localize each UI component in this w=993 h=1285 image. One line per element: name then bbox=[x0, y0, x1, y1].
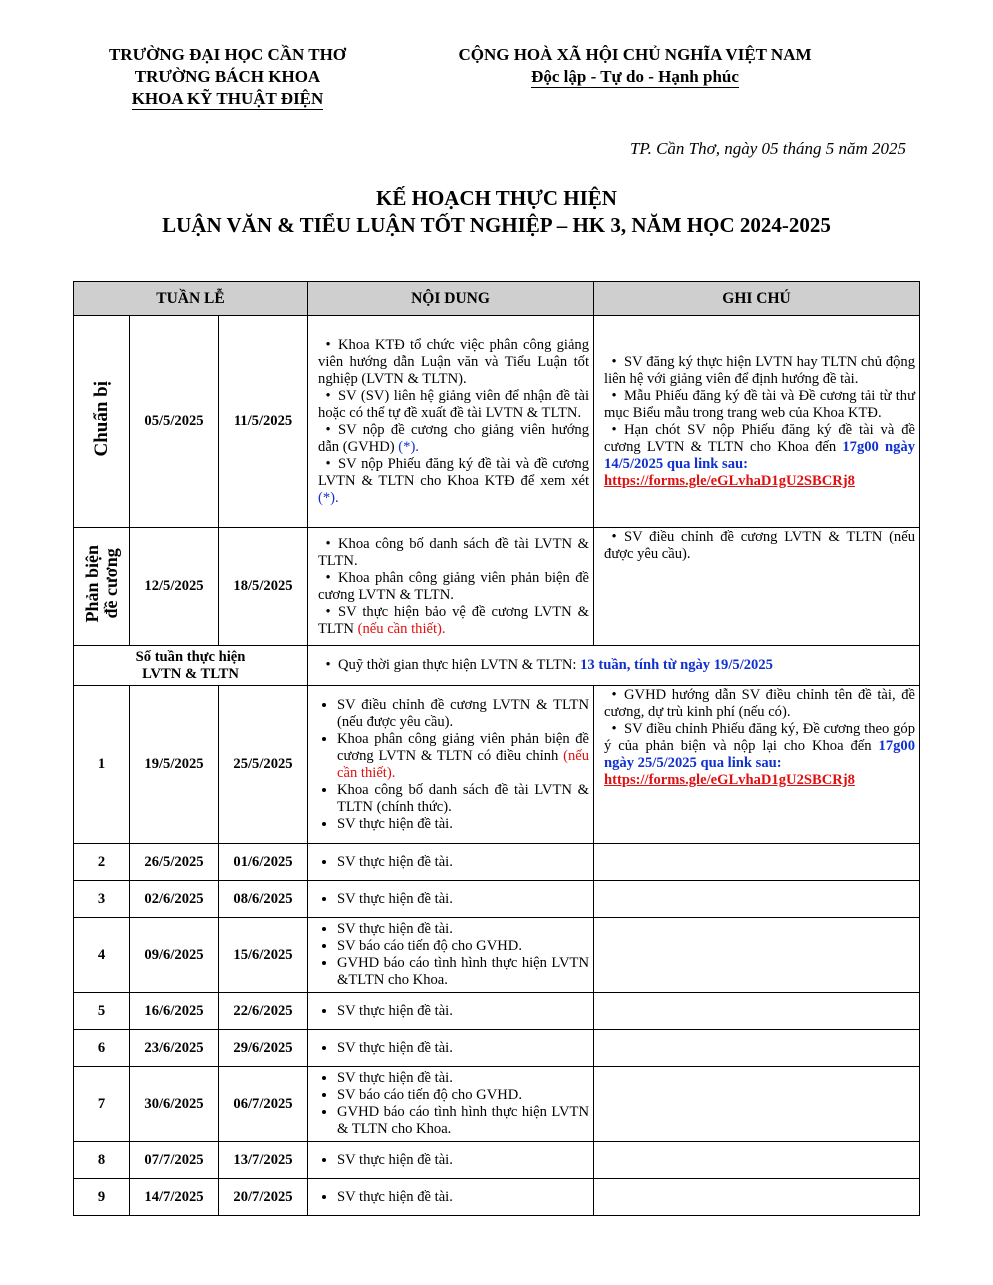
form-link[interactable]: https://forms.gle/eGLvhaD1gU2SBCRj8 bbox=[604, 772, 855, 788]
week-number: 6 bbox=[74, 1030, 130, 1067]
table-row-prep bbox=[74, 316, 920, 528]
date-from: 07/7/2025 bbox=[130, 1142, 219, 1179]
content-item: SV nộp đề cương cho giảng viên hướng dẫn (GVHD) bbox=[318, 421, 590, 455]
content-item: • GVHD báo cáo tình hình thực hiện LVTN &TLTN cho Khoa. bbox=[337, 955, 589, 989]
table-row-review bbox=[74, 528, 920, 646]
table-row-summary bbox=[74, 646, 920, 686]
conditional-note: (nếu cần thiết). bbox=[337, 747, 590, 781]
date-from: 12/5/2025 bbox=[130, 528, 219, 646]
content-item: • Khoa phân công giảng viên phản biện đề cương LVTN & TLTN có điều chỉnh (nếu cần thiết). bbox=[337, 731, 589, 782]
content-item: • SV thực hiện đề tài. bbox=[337, 1040, 589, 1057]
asterisk-mark: (*). bbox=[398, 438, 419, 455]
note-cell bbox=[594, 1030, 920, 1067]
week-number: 5 bbox=[74, 993, 130, 1030]
date-from: 16/6/2025 bbox=[130, 993, 219, 1030]
header-content: NỘI DUNG bbox=[308, 282, 594, 316]
content-item: Khoa KTĐ tổ chức việc phân công giảng viên hướng dẫn Luận văn và Tiểu Luận tốt nghiệp (LVTN & TLTN). bbox=[318, 336, 590, 387]
content-cell bbox=[308, 1030, 594, 1067]
date-from: 23/6/2025 bbox=[130, 1030, 219, 1067]
table-row bbox=[74, 881, 920, 918]
content-item: • SV điều chỉnh đề cương LVTN & TLTN (nếu được yêu cầu). bbox=[337, 697, 589, 731]
date-from: 14/7/2025 bbox=[130, 1179, 219, 1216]
school-name: TRƯỜNG BÁCH KHOA bbox=[134, 67, 321, 86]
national-motto: Độc lập - Tự do - Hạnh phúc bbox=[531, 67, 739, 86]
conditional-note: (nếu cần thiết). bbox=[357, 620, 446, 637]
content-item: SV nộp Phiếu đăng ký đề tài và đề cương LVTN & TLTN cho Khoa KTĐ để xem xét bbox=[318, 455, 590, 489]
week-number: 7 bbox=[74, 1067, 130, 1142]
date-to: 06/7/2025 bbox=[219, 1067, 308, 1142]
university-name: TRƯỜNG ĐẠI HỌC CẦN THƠ bbox=[108, 45, 347, 64]
country-name: CỘNG HOÀ XÃ HỘI CHỦ NGHĨA VIỆT NAM bbox=[458, 45, 812, 64]
note-cell bbox=[594, 316, 920, 528]
content-cell bbox=[308, 993, 594, 1030]
date-to: 18/5/2025 bbox=[219, 528, 308, 646]
note-cell bbox=[594, 1142, 920, 1179]
content-cell bbox=[308, 1179, 594, 1216]
phase-label: Chuẩn bị bbox=[91, 381, 112, 457]
date-from: 26/5/2025 bbox=[130, 844, 219, 881]
title-line-2: LUẬN VĂN & TIỂU LUẬN TỐT NGHIỆP – HK 3, NĂM HỌC 2024-2025 bbox=[162, 213, 831, 237]
note-cell bbox=[594, 1179, 920, 1216]
table-row bbox=[74, 1142, 920, 1179]
note-item: SV điều chỉnh Phiếu đăng ký, Đề cương theo góp ý của phản biện và nộp lại cho Khoa đến bbox=[604, 721, 916, 754]
date-to: 01/6/2025 bbox=[219, 844, 308, 881]
asterisk-mark: (*). bbox=[318, 489, 339, 506]
date-to: 15/6/2025 bbox=[219, 918, 308, 993]
phase-label-line-1: Phản biện bbox=[81, 545, 102, 623]
note-cell bbox=[594, 528, 920, 646]
table-row bbox=[74, 844, 920, 881]
date-to: 25/5/2025 bbox=[219, 686, 308, 844]
content-cell bbox=[308, 918, 594, 993]
content-cell bbox=[308, 1067, 594, 1142]
date-to: 08/6/2025 bbox=[219, 881, 308, 918]
date-from: 05/5/2025 bbox=[130, 316, 219, 528]
national-header bbox=[405, 44, 865, 88]
content-item: • SV báo cáo tiến độ cho GVHD. bbox=[337, 938, 589, 955]
content-item: • GVHD báo cáo tình hình thực hiện LVTN & TLTN cho Khoa. bbox=[337, 1104, 589, 1138]
table-header-row bbox=[74, 282, 920, 316]
table-row bbox=[74, 918, 920, 993]
content-cell bbox=[308, 528, 594, 646]
note-cell bbox=[594, 844, 920, 881]
header-note: GHI CHÚ bbox=[594, 282, 920, 316]
note-item: Mẫu Phiếu đăng ký đề tài và Đề cương tải từ thư mục Biểu mẫu trong trang web của Khoa KTĐ. bbox=[604, 387, 916, 421]
title-line-1: KẾ HOẠCH THỰC HIỆN bbox=[376, 186, 617, 210]
date-from: 19/5/2025 bbox=[130, 686, 219, 844]
phase-cell bbox=[74, 316, 130, 528]
content-item: • SV thực hiện đề tài. bbox=[337, 1070, 589, 1087]
summary-label-line-2: LVTN & TLTN bbox=[142, 665, 239, 682]
content-item: • SV thực hiện đề tài. bbox=[337, 1189, 589, 1206]
content-cell bbox=[308, 1142, 594, 1179]
note-cell bbox=[594, 918, 920, 993]
phase-cell bbox=[74, 528, 130, 646]
content-cell bbox=[308, 686, 594, 844]
faculty-name: KHOA KỸ THUẬT ĐIỆN bbox=[131, 89, 324, 108]
content-item: Khoa công bố danh sách đề tài LVTN & TLTN. bbox=[318, 535, 590, 569]
content-item: • SV thực hiện đề tài. bbox=[337, 921, 589, 938]
schedule-table bbox=[73, 281, 920, 1216]
week-number: 4 bbox=[74, 918, 130, 993]
summary-label-line-1: Số tuần thực hiện bbox=[135, 648, 246, 665]
note-item: Hạn chót SV nộp Phiếu đăng ký đề tài và đề cương LVTN & TLTN cho Khoa đến bbox=[604, 421, 916, 455]
header-week: TUẦN LỄ bbox=[74, 282, 308, 316]
content-cell bbox=[308, 881, 594, 918]
content-item: Khoa phân công giảng viên phản biện đề cương LVTN & TLTN. bbox=[318, 569, 590, 603]
table-row bbox=[74, 686, 920, 844]
deadline-text: 17g00 ngày 25/5/2025 qua link sau: bbox=[604, 738, 916, 771]
content-item: SV thực hiện bảo vệ đề cương LVTN & TLTN bbox=[318, 603, 590, 637]
content-item: • SV thực hiện đề tài. bbox=[337, 891, 589, 908]
date-from: 09/6/2025 bbox=[130, 918, 219, 993]
week-number: 3 bbox=[74, 881, 130, 918]
summary-label bbox=[74, 646, 308, 686]
form-link[interactable]: https://forms.gle/eGLvhaD1gU2SBCRj8 bbox=[604, 472, 855, 489]
content-item: SV (SV) liên hệ giảng viên để nhận đề tài hoặc có thể tự đề xuất đề tài LVTN & TLTN. bbox=[318, 387, 590, 421]
institution-header bbox=[70, 44, 385, 110]
note-item: GVHD hướng dẫn SV điều chỉnh tên đề tài, đề cương, dự trù kinh phí (nếu có). bbox=[604, 687, 916, 720]
week-number: 9 bbox=[74, 1179, 130, 1216]
note-cell bbox=[594, 1067, 920, 1142]
content-item: • SV thực hiện đề tài. bbox=[337, 816, 589, 833]
content-cell bbox=[308, 316, 594, 528]
date-to: 29/6/2025 bbox=[219, 1030, 308, 1067]
date-to: 13/7/2025 bbox=[219, 1142, 308, 1179]
content-item: • SV báo cáo tiến độ cho GVHD. bbox=[337, 1087, 589, 1104]
document-title bbox=[0, 185, 993, 239]
week-number: 1 bbox=[74, 686, 130, 844]
date-from: 30/6/2025 bbox=[130, 1067, 219, 1142]
summary-content bbox=[308, 646, 920, 686]
date-to: 22/6/2025 bbox=[219, 993, 308, 1030]
deadline-text: 17g00 ngày 14/5/2025 qua link sau: bbox=[604, 438, 916, 472]
note-item: SV đăng ký thực hiện LVTN hay TLTN chủ động liên hệ với giảng viên để định hướng đề tài. bbox=[604, 353, 916, 387]
week-number: 2 bbox=[74, 844, 130, 881]
week-number: 8 bbox=[74, 1142, 130, 1179]
content-item: • Khoa công bố danh sách đề tài LVTN & TLTN (chính thức). bbox=[337, 782, 589, 816]
content-item: • SV thực hiện đề tài. bbox=[337, 1152, 589, 1169]
date-to: 11/5/2025 bbox=[219, 316, 308, 528]
table-row bbox=[74, 1030, 920, 1067]
table-row bbox=[74, 1067, 920, 1142]
content-item: • SV thực hiện đề tài. bbox=[337, 1003, 589, 1020]
table-row bbox=[74, 1179, 920, 1216]
date-to: 20/7/2025 bbox=[219, 1179, 308, 1216]
dateline: TP. Cần Thơ, ngày 05 tháng 5 năm 2025 bbox=[629, 139, 906, 158]
note-item: SV điều chỉnh đề cương LVTN & TLTN (nếu được yêu cầu). bbox=[604, 529, 916, 562]
date-from: 02/6/2025 bbox=[130, 881, 219, 918]
summary-text: Quỹ thời gian thực hiện LVTN & TLTN: bbox=[338, 657, 577, 673]
note-cell bbox=[594, 993, 920, 1030]
table-row bbox=[74, 993, 920, 1030]
content-cell bbox=[308, 844, 594, 881]
note-cell bbox=[594, 686, 920, 844]
phase-label-line-2: đề cương bbox=[100, 548, 121, 620]
note-cell bbox=[594, 881, 920, 918]
summary-highlight: 13 tuần, tính từ ngày 19/5/2025 bbox=[580, 657, 773, 673]
content-item: • SV thực hiện đề tài. bbox=[337, 854, 589, 871]
